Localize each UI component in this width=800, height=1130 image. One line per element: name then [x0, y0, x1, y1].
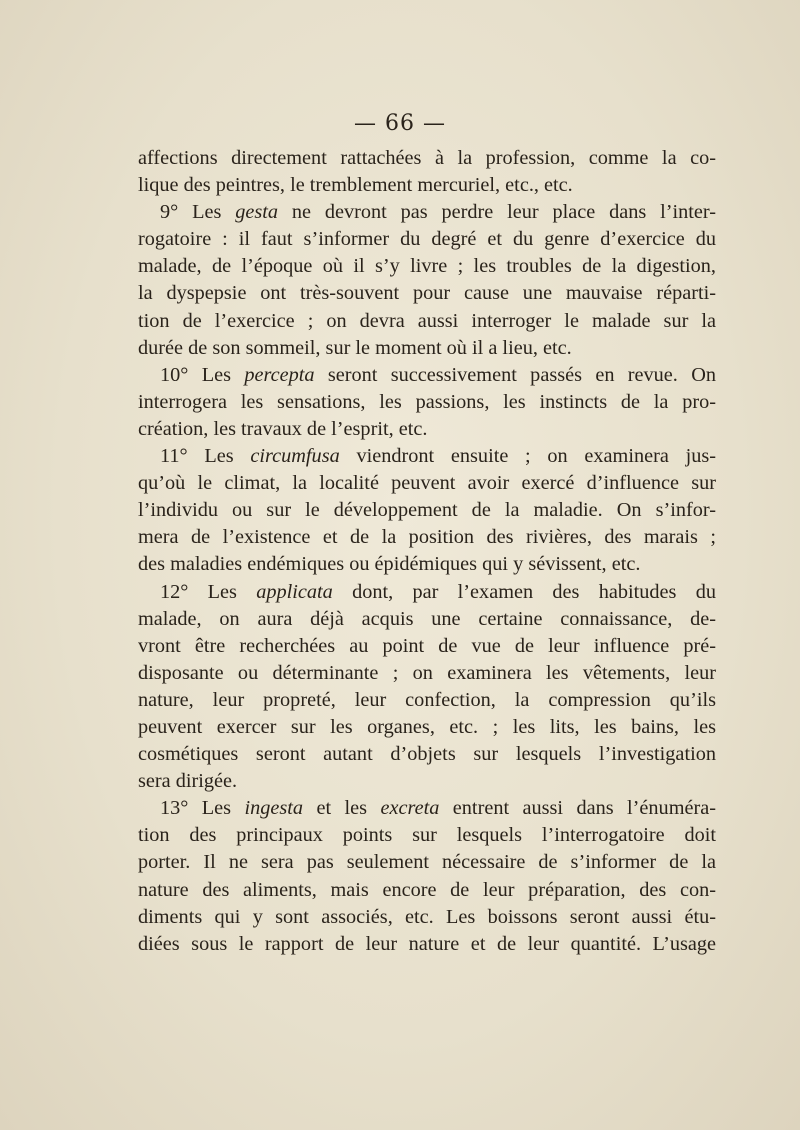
text-run: entrent aussi dans l’énuméra- — [439, 797, 716, 820]
italic-term: percepta — [244, 363, 315, 386]
text-line: tion de l’exercice ; on devra aussi interroger le malade sur la — [138, 309, 716, 332]
text-line: lique des peintres, le tremblement mercuriel, etc., etc. — [138, 174, 573, 197]
text-run: viendront ensuite ; on examinera jus- — [339, 445, 717, 468]
text-run: ne devront pas perdre leur place dans l’inter- — [278, 201, 716, 224]
text-line: disposante ou déterminante ; on examinera les vêtements, leur — [138, 661, 716, 684]
text-run: et les — [303, 797, 381, 820]
text-line — [138, 795, 716, 822]
text-line: des maladies endémiques ou épidémiques qui y sévissent, etc. — [138, 553, 641, 576]
text-run: dont, par l’examen des habitudes du — [332, 580, 716, 603]
body-text — [138, 145, 716, 958]
text-line: sera dirigée. — [138, 770, 238, 793]
text-line: diées sous le rapport de leur nature et de leur quantité. L’usage — [138, 932, 716, 955]
italic-term: circumfusa — [250, 445, 340, 468]
text-line: malade, on aura déjà acquis une certaine connaissance, de- — [138, 607, 716, 630]
text-run: seront successivement passés en revue. On — [314, 363, 716, 386]
text-line: nature, leur propreté, leur confection, la compression qu’ils — [138, 688, 716, 711]
text-run: 10° Les — [160, 363, 245, 386]
text-line: la dyspepsie ont très-souvent pour cause une mauvaise réparti- — [138, 282, 716, 305]
text-line: affections directement rattachées à la profession, comme la co- — [138, 147, 716, 169]
text-line: interrogera les sensations, les passions, les instincts de la pro- — [138, 390, 716, 413]
text-line — [138, 199, 716, 226]
text-line: diments qui y sont associés, etc. Les boissons seront aussi étu- — [138, 905, 716, 928]
page-number: — 66 — — [354, 111, 446, 136]
text-line: cosmétiques seront autant d’objets sur lesquels l’investigation — [138, 743, 716, 766]
text-run: 11° Les — [160, 445, 251, 468]
text-line: rogatoire : il faut s’informer du degré et du genre d’exercice du — [138, 228, 716, 251]
italic-term: gesta — [235, 201, 279, 224]
text-line: porter. Il ne sera pas seulement nécessaire de s’informer de la — [138, 851, 716, 874]
text-line — [138, 579, 716, 606]
text-line: vront être recherchées au point de vue de leur influence pré- — [138, 634, 716, 657]
text-line: création, les travaux de l’esprit, etc. — [138, 417, 428, 440]
text-run: 13° Les — [160, 797, 245, 820]
text-line: durée de son sommeil, sur le moment où il a lieu, etc. — [138, 336, 572, 359]
text-line: nature des aliments, mais encore de leur préparation, des con- — [138, 878, 716, 901]
text-line: mera de l’existence et de la position des rivières, des marais ; — [138, 526, 716, 549]
text-line: malade, de l’époque où il s’y livre ; les troubles de la digestion, — [138, 255, 716, 278]
text-run: 12° Les — [160, 580, 257, 603]
italic-term: excreta — [380, 797, 440, 820]
italic-term: ingesta — [244, 797, 304, 820]
italic-term: applicata — [256, 580, 333, 603]
text-run: 9° Les — [160, 201, 236, 224]
text-line: peuvent exercer sur les organes, etc. ; les lits, les bains, les — [138, 715, 716, 738]
text-line: tion des principaux points sur lesquels l’interrogatoire doit — [138, 824, 716, 847]
text-line — [138, 443, 716, 470]
text-line: qu’où le climat, la localité peuvent avoir exercé d’influence sur — [138, 472, 716, 495]
text-line: l’individu ou sur le développement de la maladie. On s’infor- — [138, 499, 716, 522]
text-line — [138, 362, 716, 389]
